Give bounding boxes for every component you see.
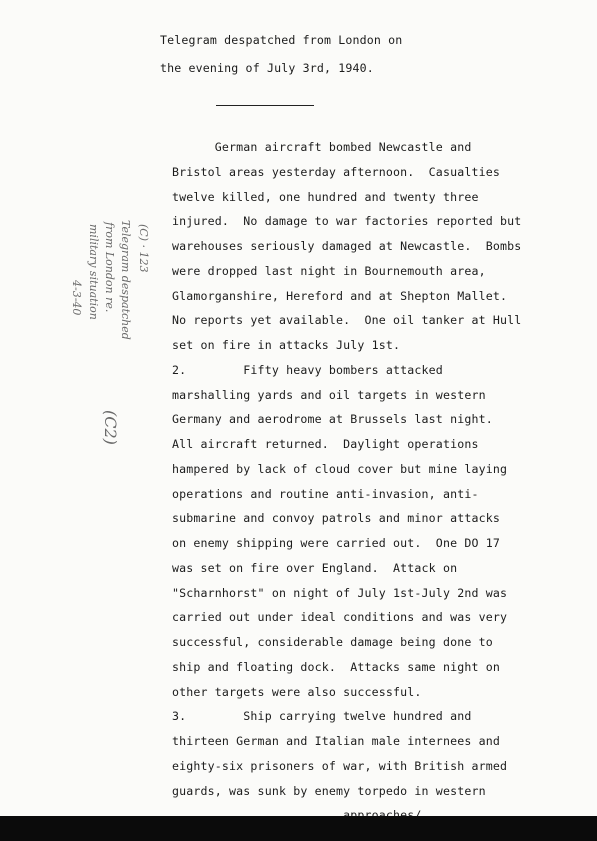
margin-note-code: (C2) (101, 410, 120, 445)
margin-note-date: 4-3-40 (70, 280, 83, 316)
body-line: on enemy shipping were carried out. One DO 17 (172, 536, 500, 550)
body-line: 3. Ship carrying twelve hundred and (172, 709, 472, 724)
header-line-1: Telegram despatched from London on (160, 33, 403, 47)
margin-note-origin: from London re. (103, 222, 116, 313)
body-line: twelve killed, one hundred and twenty three (172, 189, 479, 204)
body-line: warehouses seriously damaged at Newcastle. Bombs (172, 239, 522, 253)
body-line: marshalling yards and oil targets in western (172, 387, 486, 402)
header-line-2: the evening of July 3rd, 1940. (160, 61, 374, 75)
body-line: injured. No damage to war factories reported but (172, 214, 522, 229)
body-line: submarine and convoy patrols and minor attacks (172, 511, 500, 526)
body-line: was set on fire over England. Attack on (172, 560, 458, 575)
scan-bottom-edge (0, 816, 597, 841)
body-line: No reports yet available. One oil tanker at Hull (172, 313, 522, 328)
body-line: hampered by lack of cloud cover but mine laying (172, 461, 508, 476)
margin-note-title: Telegram despatched (119, 220, 132, 340)
body-line: successful, considerable damage being done to (172, 635, 493, 649)
body-line: Germany and aerodrome at Brussels last night. (172, 412, 493, 427)
separator-rule (216, 105, 314, 106)
body-line: set on fire in attacks July 1st. (172, 338, 401, 352)
body-line: eighty-six prisoners of war, with British armed (172, 758, 508, 773)
body-line: Glamorganshire, Hereford and at Shepton Mallet. (172, 288, 508, 303)
body-line: operations and routine anti-invasion, anti- (172, 486, 479, 501)
body-line: other targets were also successful. (172, 684, 422, 699)
body-line: guards, was sunk by enemy torpedo in western (172, 783, 486, 798)
body-line: ship and floating dock. Attacks same night on (172, 659, 500, 674)
body-line: 2. Fifty heavy bombers attacked (172, 362, 443, 377)
margin-note-subject: military situation (87, 224, 100, 320)
body-line: carried out under ideal conditions and was very (172, 610, 508, 625)
body-line: Bristol areas yesterday afternoon. Casualties (172, 164, 500, 179)
body-line: were dropped last night in Bournemouth area, (172, 263, 486, 278)
body-line: German aircraft bombed Newcastle and (172, 140, 472, 154)
body-line: "Scharnhorst" on night of July 1st-July 2nd was (172, 585, 508, 600)
body-line: thirteen German and Italian male internees and (172, 734, 500, 748)
margin-note-reference: (C) · 123 (137, 224, 150, 273)
body-line: All aircraft returned. Daylight operations (172, 437, 479, 451)
